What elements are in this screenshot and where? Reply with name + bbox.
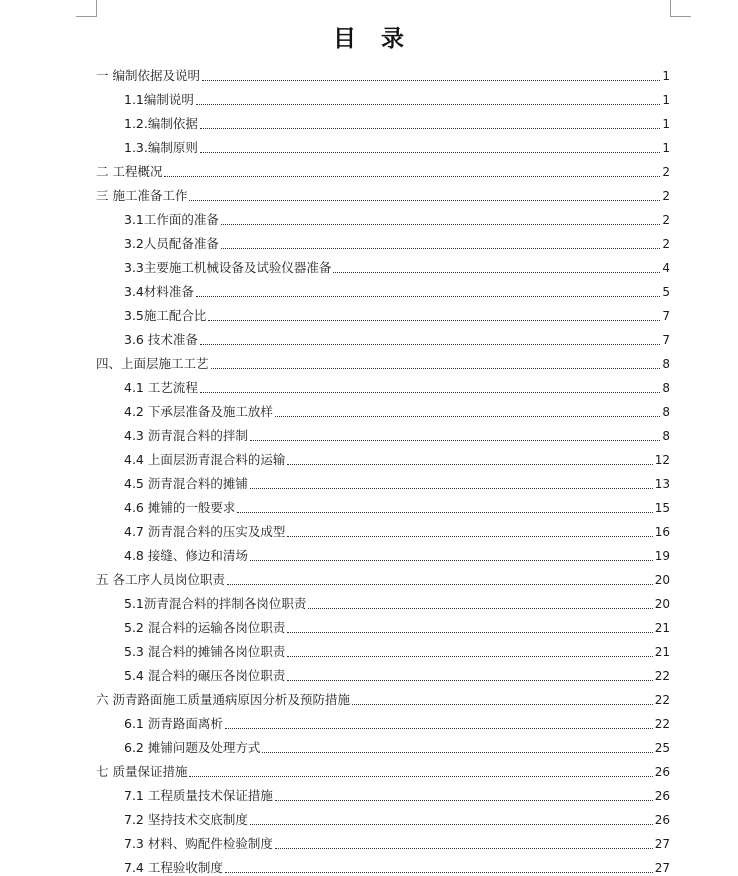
toc-page-number: 26 [654,789,670,803]
toc-chapter-entry[interactable] [96,60,670,84]
toc-page-number: 2 [662,237,670,251]
toc-page-number: 1 [662,117,670,131]
toc-dot-leader [250,824,653,825]
toc-page-number: 27 [654,837,670,851]
toc-dot-leader [250,560,653,561]
toc-section-entry[interactable] [124,492,670,516]
toc-page-number: 26 [654,765,670,779]
toc-entry-text: 5.2 混合料的运输各岗位职责 [124,620,286,635]
toc-section-entry[interactable] [124,612,670,636]
toc-entry-text: 4.3 沥青混合料的拌制 [124,428,248,443]
toc-page-number: 7 [662,309,670,323]
toc-dot-leader [200,152,661,153]
toc-page-number: 26 [654,813,670,827]
toc-entry-text: 4.2 下承层准备及施工放样 [124,404,273,419]
toc-entry-text: 6.1 沥青路面离析 [124,716,223,731]
toc-entry-text: 3.1工作面的准备 [124,212,219,227]
toc-entry-text: 三 施工准备工作 [96,188,188,203]
toc-entry-text: 1.3.编制原则 [124,140,198,155]
toc-section-entry[interactable] [124,108,670,132]
toc-entry-text: 5.3 混合料的摊铺各岗位职责 [124,644,286,659]
toc-page-number: 15 [654,501,670,515]
toc-section-entry[interactable] [124,444,670,468]
toc-section-entry[interactable] [124,252,670,276]
toc-dot-leader [225,728,653,729]
toc-section-entry[interactable] [124,852,670,876]
toc-chapter-entry[interactable] [96,156,670,180]
toc-section-entry[interactable] [124,84,670,108]
toc-page-number: 27 [654,861,670,875]
toc-page-number: 8 [662,381,670,395]
toc-dot-leader [221,248,660,249]
toc-chapter-entry[interactable] [96,348,670,372]
toc-entry-text: 5.4 混合料的碾压各岗位职责 [124,668,286,683]
toc-dot-leader [200,392,661,393]
toc-dot-leader [237,512,652,513]
toc-dot-leader [250,440,661,441]
toc-page-number: 22 [654,693,670,707]
page-margin-corner-right [670,0,691,17]
toc-entry-text: 4.8 接缝、修边和清场 [124,548,248,563]
toc-chapter-entry[interactable] [96,564,670,588]
toc-entry-text: 四、上面层施工工艺 [96,356,209,371]
toc-section-entry[interactable] [124,804,670,828]
toc-page-number: 7 [662,333,670,347]
toc-page-number: 13 [654,477,670,491]
toc-section-entry[interactable] [124,300,670,324]
toc-entry-text: 7.1 工程质量技术保证措施 [124,788,273,803]
toc-entry-text: 7.2 坚持技术交底制度 [124,812,248,827]
toc-dot-leader [287,632,652,633]
toc-entry-text: 六 沥青路面施工质量通病原因分析及预防措施 [96,692,350,707]
toc-dot-leader [200,344,661,345]
toc-entry-text: 4.7 沥青混合料的压实及成型 [124,524,286,539]
toc-dot-leader [196,104,660,105]
toc-page-number: 1 [662,141,670,155]
toc-dot-leader [287,656,652,657]
toc-chapter-entry[interactable] [96,180,670,204]
toc-page-number: 8 [662,429,670,443]
toc-page-number: 8 [662,357,670,371]
toc-page-number: 4 [662,261,670,275]
toc-page-number: 21 [654,621,670,635]
toc-dot-leader [164,176,660,177]
toc-entry-text: 6.2 摊铺问题及处理方式 [124,740,261,755]
toc-dot-leader [262,752,652,753]
toc-entry-text: 二 工程概况 [96,164,163,179]
toc-dot-leader [189,200,660,201]
toc-page-number: 16 [654,525,670,539]
toc-section-entry[interactable] [124,396,670,420]
toc-page-number: 20 [654,597,670,611]
toc-dot-leader [208,320,660,321]
toc-page-number: 22 [654,669,670,683]
toc-page-number: 2 [662,165,670,179]
toc-section-entry[interactable] [124,420,670,444]
toc-page-number: 1 [662,69,670,83]
toc-entry-text: 5.1沥青混合料的拌制各岗位职责 [124,596,307,611]
toc-section-entry[interactable] [124,588,670,612]
toc-dot-leader [200,128,661,129]
toc-section-entry[interactable] [124,468,670,492]
toc-dot-leader [211,368,661,369]
toc-entry-text: 一 编制依据及说明 [96,68,200,83]
toc-entry-text: 4.6 摊铺的一般要求 [124,500,236,515]
toc-page-number: 21 [654,645,670,659]
toc-section-entry[interactable] [124,276,670,300]
toc-page-number: 12 [654,453,670,467]
toc-entry-text: 7.4 工程验收制度 [124,860,223,875]
toc-entry-text: 1.2.编制依据 [124,116,198,131]
toc-section-entry[interactable] [124,324,670,348]
toc-dot-leader [189,776,652,777]
toc-dot-leader [196,296,660,297]
toc-dot-leader [287,680,652,681]
toc-dot-leader [202,80,660,81]
toc-title: 目 录 [333,25,405,52]
toc-section-entry[interactable] [124,204,670,228]
toc-page-number: 5 [662,285,670,299]
toc-page-number: 19 [654,549,670,563]
toc-dot-leader [275,800,653,801]
toc-section-entry[interactable] [124,708,670,732]
toc-page-number: 25 [654,741,670,755]
toc-section-entry[interactable] [124,732,670,756]
toc-entry-text: 3.6 技术准备 [124,332,198,347]
toc-dot-leader [287,536,652,537]
toc-entry-text: 3.2人员配备准备 [124,236,219,251]
toc-dot-leader [227,584,653,585]
toc-dot-leader [221,224,660,225]
toc-section-entry[interactable] [124,780,670,804]
toc-section-entry[interactable] [124,228,670,252]
toc-dot-leader [275,416,661,417]
toc-dot-leader [275,848,653,849]
toc-section-entry[interactable] [124,132,670,156]
toc-section-entry[interactable] [124,372,670,396]
toc-section-entry[interactable] [124,636,670,660]
toc-dot-leader [308,608,652,609]
toc-page-number: 2 [662,189,670,203]
toc-page-number: 20 [654,573,670,587]
toc-dot-leader [352,704,653,705]
toc-entry-text: 7.3 材料、购配件检验制度 [124,836,273,851]
toc-page-number: 22 [654,717,670,731]
toc-entry-text: 4.4 上面层沥青混合料的运输 [124,452,286,467]
toc-section-entry[interactable] [124,828,670,852]
toc-page-number: 8 [662,405,670,419]
toc-entry-text: 1.1编制说明 [124,92,194,107]
toc-entry-text: 3.5施工配合比 [124,308,207,323]
toc-entry-text: 3.3主要施工机械设备及试验仪器准备 [124,260,332,275]
toc-entry-text: 3.4材料准备 [124,284,194,299]
toc-section-entry[interactable] [124,540,670,564]
toc-dot-leader [333,272,660,273]
page-margin-corner-left [76,0,97,17]
toc-entry-text: 五 各工序人员岗位职责 [96,572,225,587]
toc-dot-leader [250,488,653,489]
toc-entry-text: 4.5 沥青混合料的摊铺 [124,476,248,491]
toc-page-number: 1 [662,93,670,107]
toc-dot-leader [225,872,653,873]
toc-section-entry[interactable] [124,516,670,540]
toc-dot-leader [287,464,652,465]
toc-chapter-entry[interactable] [96,684,670,708]
toc-section-entry[interactable] [124,660,670,684]
toc-entry-text: 七 质量保证措施 [96,764,188,779]
toc-page-number: 2 [662,213,670,227]
toc-chapter-entry[interactable] [96,756,670,780]
toc-entry-text: 4.1 工艺流程 [124,380,198,395]
